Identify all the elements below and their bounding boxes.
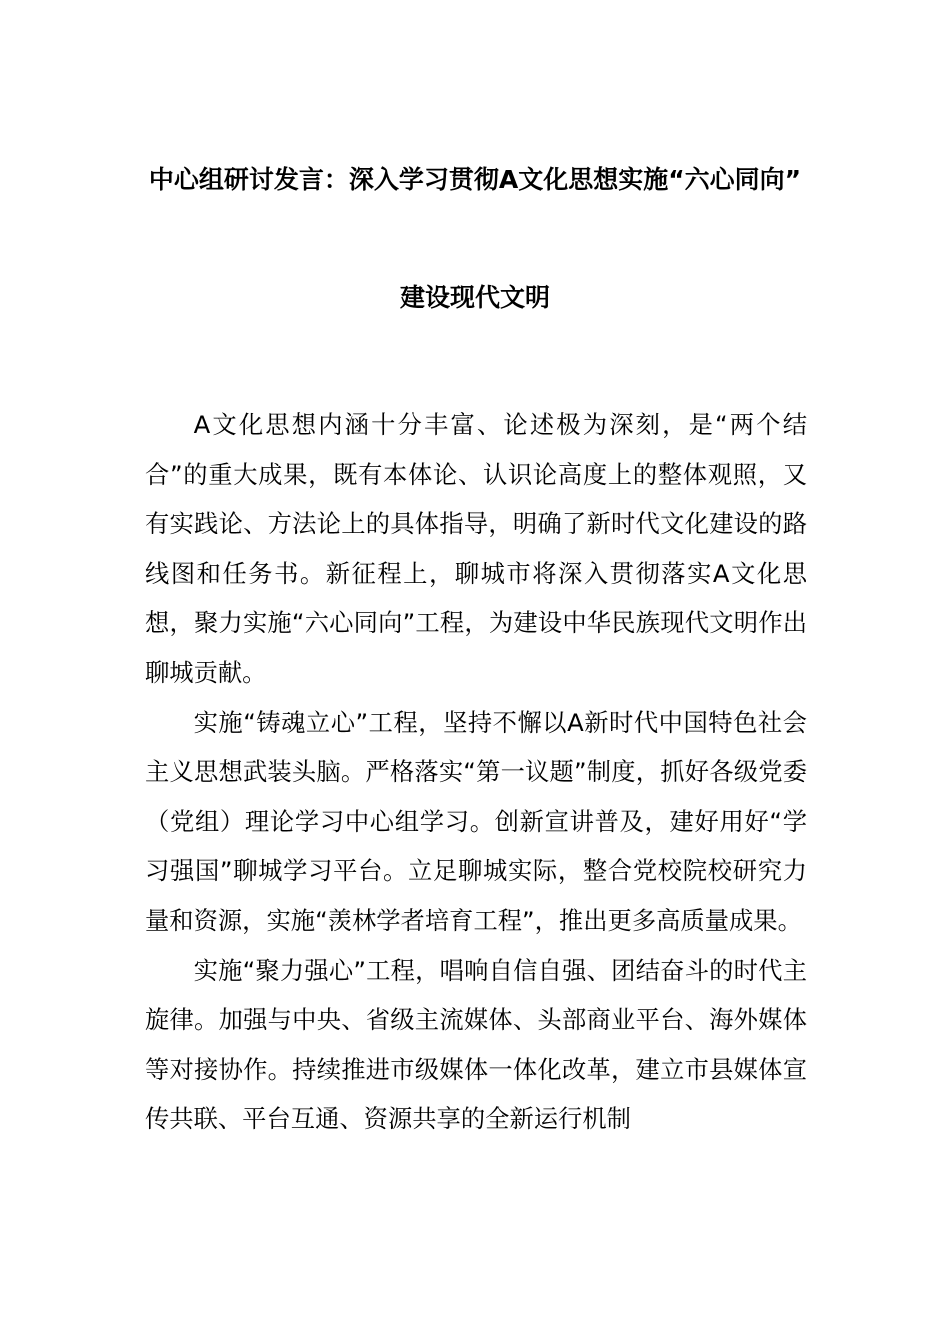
document-title-line-1: 中心组研讨发言：深入学习贯彻A文化思想实施“六心同向” — [148, 165, 802, 194]
document-body — [145, 400, 807, 1144]
document-title-line-2: 建设现代文明 — [399, 283, 550, 312]
body-paragraph-2: 实施“铸魂立心”工程，坚持不懈以A新时代中国特色社会主义思想武装头脑。严格落实“第一议题”制度，抓好各级党委（党组）理论学习中心组学习。创新宣讲普及，建好用好“学习强国”聊城学习平台。立足聊城实际，整合党校院校研究力量和资源，实施“羡林学者培育工程”，推出更多高质量成果。 — [145, 707, 807, 935]
body-paragraph-3: 实施“聚力强心”工程，唱响自信自强、团结奋斗的时代主旋律。加强与中央、省级主流媒体、头部商业平台、海外媒体等对接协作。持续推进市级媒体一体化改革，建立市县媒体宣传共联、平台互通、资源共享的全新运行机制 — [145, 955, 807, 1134]
body-paragraph-1: A文化思想内涵十分丰富、论述极为深刻，是“两个结合”的重大成果，既有本体论、认识论高度上的整体观照，又有实践论、方法论上的具体指导，明确了新时代文化建设的路线图和任务书。新征程上，聊城市将深入贯彻落实A文化思想，聚力实施“六心同向”工程，为建设中华民族现代文明作出聊城贡献。 — [145, 410, 807, 687]
